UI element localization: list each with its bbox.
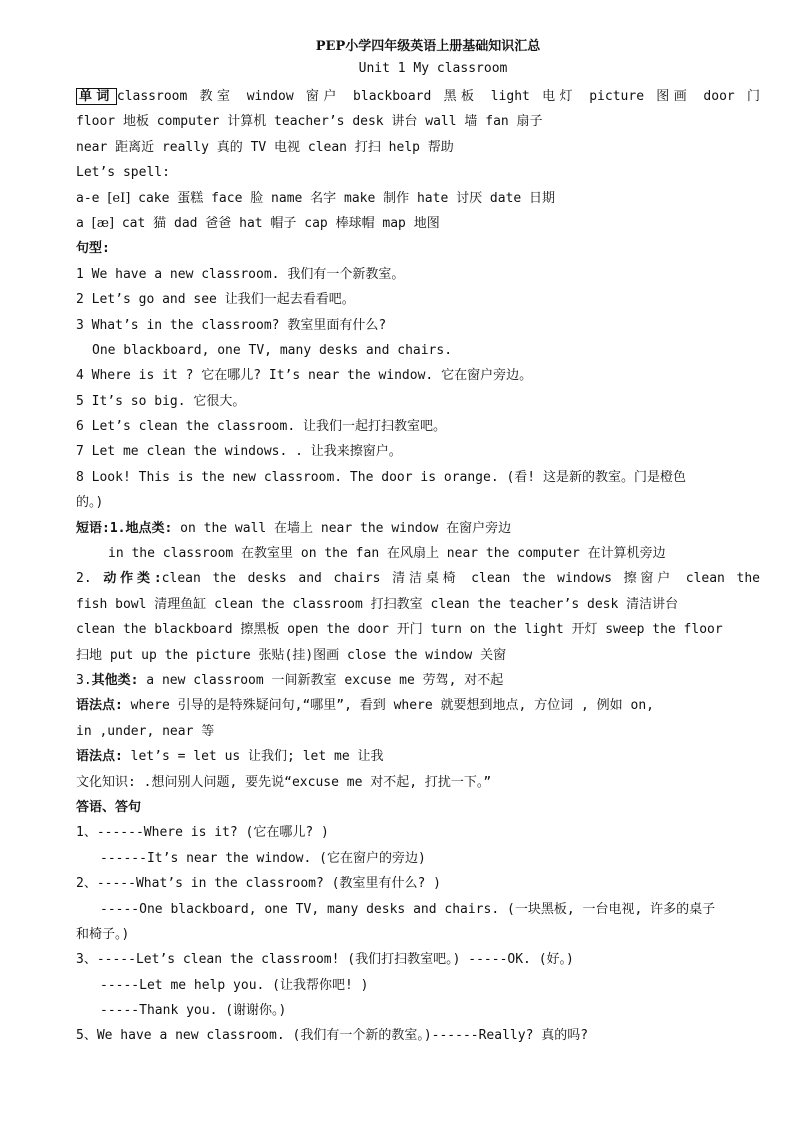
phrases-label: 短语: — [76, 520, 110, 536]
spell-ae-words: cake 蛋糕 face 脸 name 名字 make 制作 hate 讨厌 date 日期 — [130, 190, 556, 206]
spell-ae-ipa: [eI] — [107, 190, 131, 206]
phrases-cat2-a: clean the desks and chairs 清洁桌椅 clean the windows 擦窗户 clean the — [161, 571, 760, 587]
grammar-g1a: where 引导的是特殊疑问句,“哪里”, 看到 where 就要想到地点, 方位词 , 例如 on, — [122, 698, 654, 714]
spell-ae-key: a-e — [76, 190, 108, 206]
spell-a-key: a — [76, 215, 92, 231]
grammar-line-1 — [76, 693, 760, 718]
phrases-cat1-label: 1.地点类: — [109, 520, 173, 536]
qa-q3: 3、-----Let’s clean the classroom! (我们打扫教室吧。) -----OK. (好。) — [76, 952, 574, 968]
sentence-8b: 的。) — [76, 495, 104, 511]
qa-a1: ------It’s near the window. (它在窗户的旁边) — [100, 850, 426, 866]
qa-label: 答语、答句 — [76, 799, 142, 815]
document-page — [76, 36, 760, 1049]
phrases-cat3-label: 其他类: — [91, 672, 139, 688]
spell-a-ipa: [æ] — [91, 215, 115, 231]
vocab-line-1 — [76, 84, 760, 109]
sentence-7: 7 Let me clean the windows. . 让我来擦窗户。 — [76, 444, 402, 460]
phrases-cat3-a: a new classroom 一间新教室 excuse me 劳驾, 对不起 — [138, 672, 504, 688]
phrases-cat2-d: 扫地 put up the picture 张贴(挂)图画 close the window 关窗 — [76, 647, 507, 663]
phrases-cat2-b: fish bowl 清理鱼缸 clean the classroom 打扫教室 clean the teacher’s desk 清洁讲台 — [76, 596, 679, 612]
doc-title: PEP小学四年级英语上册基础知识汇总 — [315, 39, 541, 54]
grammar-line-2 — [76, 744, 760, 769]
phrases-cat2-line-a — [76, 566, 760, 591]
sentence-6: 6 Let’s clean the classroom. 让我们一起打扫教室吧。 — [76, 419, 446, 435]
sentence-1: 1 We have a new classroom. 我们有一个新教室。 — [76, 266, 405, 282]
culture-note: 文化知识: .想问别人问题, 要先说“excuse me 对不起, 打扰一下。” — [76, 774, 492, 790]
qa-q1: 1、------Where is it? (它在哪儿? ) — [76, 825, 329, 841]
phrases-cat2-c: clean the blackboard 擦黑板 open the door 开门 turn on the light 开灯 sweep the floor — [76, 622, 723, 638]
grammar-label-1: 语法点: — [76, 698, 123, 714]
phrases-line-1 — [76, 516, 760, 541]
grammar-label-2: 语法点: — [76, 749, 123, 765]
vocab-line-3: near 距离近 really 真的 TV 电视 clean 打扫 help 帮助 — [76, 139, 454, 155]
sentence-5: 5 It’s so big. 它很大。 — [76, 393, 246, 409]
qa-a2b: 和椅子。) — [76, 926, 130, 942]
sentence-2: 2 Let’s go and see 让我们一起去看看吧。 — [76, 292, 355, 308]
vocab-label: 单词 — [76, 88, 117, 105]
sentence-3: 3 What’s in the classroom? 教室里面有什么? — [76, 317, 387, 333]
phrases-cat3-line — [76, 668, 760, 693]
vocab-text-1: classroom 教室 window 窗户 blackboard 黑板 light 电灯 picture 图画 door 门 — [116, 89, 760, 104]
phrases-cat1-a: on the wall 在墙上 near the window 在窗户旁边 — [172, 520, 512, 536]
vocab-line-2: floor 地板 computer 计算机 teacher’s desk 讲台 wall 墙 fan 扇子 — [76, 114, 543, 130]
phrases-cat3-num: 3. — [76, 672, 92, 688]
sentence-4: 4 Where is it ? 它在哪儿? It’s near the window. 它在窗户旁边。 — [76, 368, 533, 384]
unit-title: Unit 1 My classroom — [358, 61, 508, 76]
qa-a2a: -----One blackboard, one TV, many desks and chairs. (一块黑板, 一台电视, 许多的桌子 — [100, 901, 716, 917]
sentences-label: 句型: — [76, 241, 110, 257]
grammar-g1b: in ,under, near 等 — [76, 723, 215, 739]
grammar-g2: let’s = let us 让我们; let me 让我 — [122, 749, 384, 765]
spell-label: Let’s spell: — [76, 165, 170, 181]
qa-q2: 2、-----What’s in the classroom? (教室里有什么? ) — [76, 876, 441, 892]
qa-a3b: -----Thank you. (谢谢你。) — [100, 1003, 287, 1019]
phrases-cat1-b: in the classroom 在教室里 on the fan 在风扇上 near the computer 在计算机旁边 — [108, 546, 666, 562]
spell-a-words: cat 猫 dad 爸爸 hat 帽子 cap 棒球帽 map 地图 — [114, 215, 440, 231]
qa-q5: 5、We have a new classroom. (我们有一个新的教室。)------Really? 真的吗? — [76, 1028, 589, 1044]
phrases-cat2-label: 动作类: — [103, 571, 162, 587]
spell-ae-line — [76, 186, 760, 211]
qa-a3a: -----Let me help you. (让我帮你吧! ) — [100, 977, 369, 993]
sentence-8a: 8 Look! This is the new classroom. The door is orange. (看! 这是新的教室。门是橙色 — [76, 469, 686, 485]
phrases-cat2-num: 2. — [76, 571, 104, 587]
sentence-3-answer: One blackboard, one TV, many desks and chairs. — [92, 342, 453, 358]
spell-a-line — [76, 211, 760, 236]
